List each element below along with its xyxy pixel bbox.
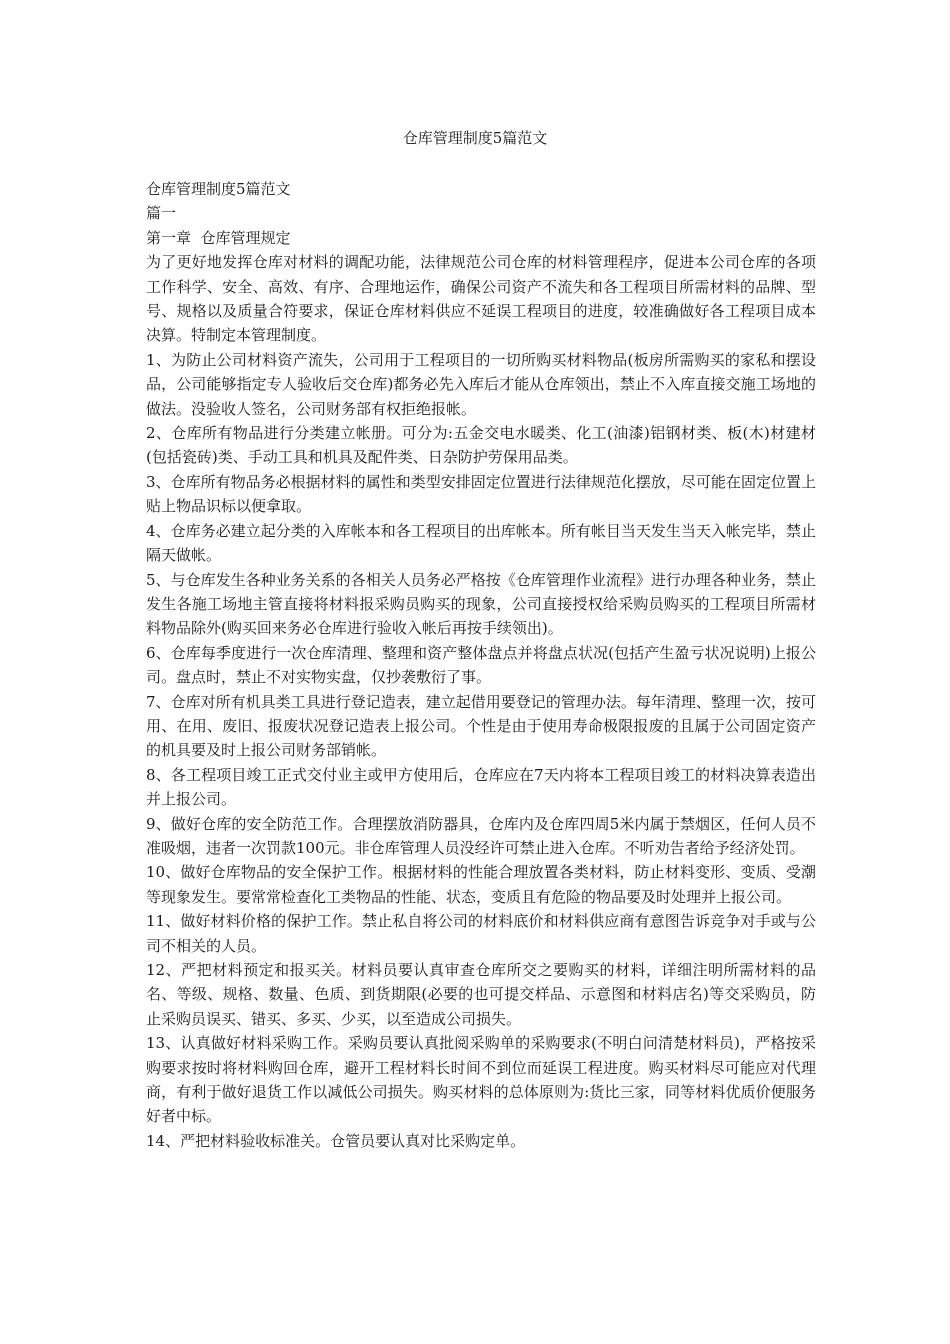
rule-item-7: 7、仓库对所有机具类工具进行登记造表，建立起借用要登记的管理办法。每年清理、整理一次，按可用、在用、废旧、报废状况登记造表上报公司。个性是由于使用寿命极限报废的且属于公司固定资产的机具要及时上报公司财务部销帐。	[146, 692, 816, 760]
rule-item-1: 1、为防止公司材料资产流失，公司用于工程项目的一切所购买材料物品(板房所需购买的家私和摆设品，公司能够指定专人验收后交仓库)都务必先入库后才能从仓库领出，禁止不入库直接交施工场地的做法。没验收人签名，公司财务部有权拒绝报帐。	[146, 350, 816, 418]
rule-item-5: 5、与仓库发生各种业务关系的各相关人员务必严格按《仓库管理作业流程》进行办理各种业务，禁止发生各施工场地主管直接将材料报采购员购买的现象，公司直接授权给采购员购买的工程项目所需材料物品除外(购买回来务必仓库进行验收入帐后再按手续领出)。	[146, 570, 816, 638]
document-subtitle: 仓库管理制度5篇范文	[146, 180, 291, 198]
rule-item-6: 6、仓库每季度进行一次仓库清理、整理和资产整体盘点并将盘点状况(包括产生盈亏状况说明)上报公司。盘点时，禁止不对实物实盘，仅抄袭敷衍了事。	[146, 643, 816, 687]
document-body	[146, 177, 816, 1153]
rule-item-13: 13、认真做好材料采购工作。采购员要认真批阅采购单的采购要求(不明白问清楚材料员)，严格按采购要求按时将材料购回仓库，避开工程材料长时间不到位而延误工程进度。购买材料尽可能应对代理商，有利于做好退货工作以减低公司损失。购买材料的总体原则为:货比三家，同等材料优质价便服务好者中标。	[146, 1034, 816, 1126]
rule-item-10: 10、做好仓库物品的安全保护工作。根据材料的性能合理放置各类材料，防止材料变形、变质、受潮等现象发生。要常常检查化工类物品的性能、状态，变质且有危险的物品要及时处理并上报公司。	[146, 863, 816, 906]
rule-item-11: 11、做好材料价格的保护工作。禁止私自将公司的材料底价和材料供应商有意图告诉竞争对手或与公司不相关的人员。	[146, 912, 816, 955]
rule-item-3: 3、仓库所有物品务必根据材料的属性和类型安排固定位置进行法律规范化摆放，尽可能在固定位置上贴上物品识标以便拿取。	[146, 472, 816, 516]
chapter-heading: 第一章 仓库管理规定	[146, 228, 291, 247]
intro-paragraph: 为了更好地发挥仓库对材料的调配功能，法律规范公司仓库的材料管理程序，促进本公司仓库的各项工作科学、安全、高效、有序、合理地运作，确保公司资产不流失和各工程项目所需材料的品牌、型号、规格以及质量合符要求，保证仓库材料供应不延误工程项目的进度，较准确做好各工程项目成本决算。特制定本管理制度。	[146, 253, 816, 345]
section-heading: 篇一	[146, 204, 177, 223]
document-title: 仓库管理制度5篇范文	[402, 129, 548, 147]
rule-item-12: 12、严把材料预定和报买关。材料员要认真审查仓库所交之要购买的材料，详细注明所需材料的品名、等级、规格、数量、色质、到货期限(必要的也可提交样品、示意图和材料店名)等交采购员，防止采购员误买、错买、多买、少买，以至造成公司损失。	[146, 961, 816, 1028]
rule-item-2: 2、仓库所有物品进行分类建立帐册。可分为:五金交电水暖类、化工(油漆)铝钢材类、板(木)材建材(包括瓷砖)类、手动工具和机具及配件类、日杂防护劳保用品类。	[146, 424, 816, 467]
rule-item-9: 9、做好仓库的安全防范工作。合理摆放消防器具，仓库内及仓库四周5米内属于禁烟区，任何人员不准吸烟，违者一次罚款100元。非仓库管理人员没经许可禁止进入仓库。不听劝告者给予经济处罚。	[146, 814, 816, 857]
rule-item-8: 8、各工程项目竣工正式交付业主或甲方使用后，仓库应在7天内将本工程项目竣工的材料决算表造出并上报公司。	[146, 765, 816, 809]
rule-item-14: 14、严把材料验收标准关。仓管员要认真对比采购定单。	[146, 1131, 526, 1150]
rule-item-4: 4、仓库务必建立起分类的入库帐本和各工程项目的出库帐本。所有帐目当天发生当天入帐完毕，禁止隔天做帐。	[146, 521, 816, 565]
